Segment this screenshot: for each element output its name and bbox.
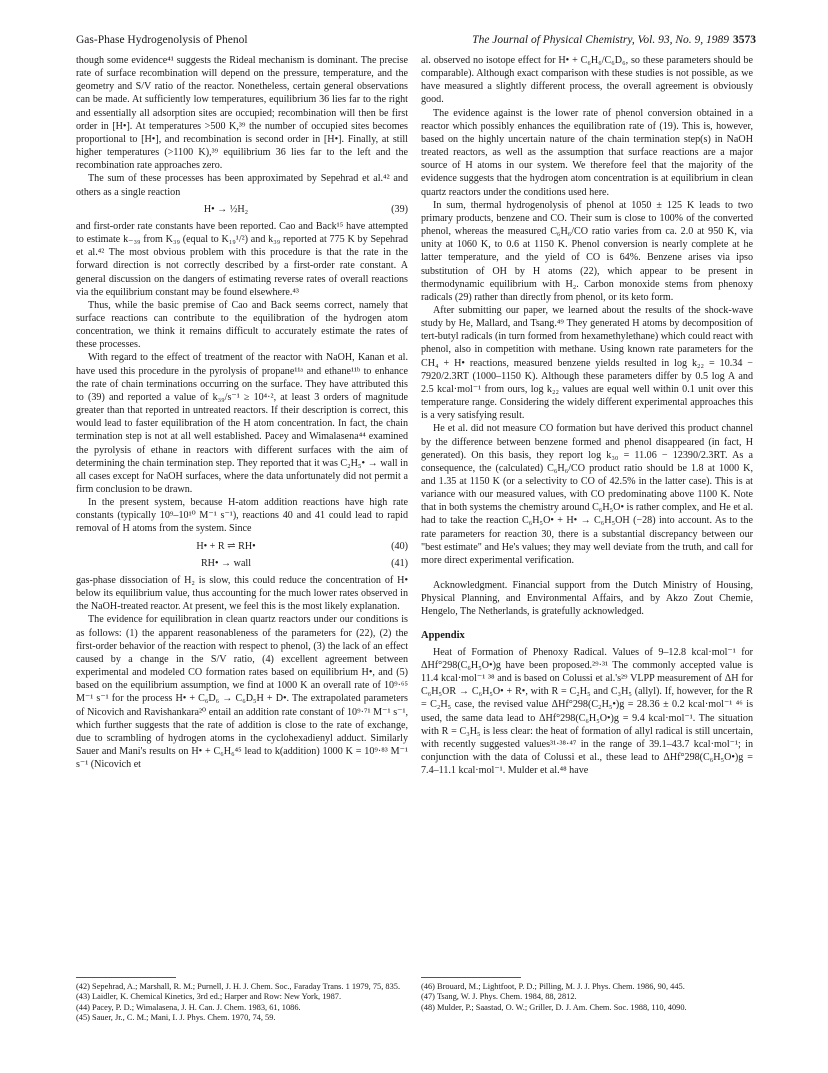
paragraph: After submitting our paper, we learned about the results of the shock-wave study by He, Mallard, and Tsang.⁴⁹ They generated H atoms by decomposition of tert-butyl radicals (in turn formed from hexamethylethane) which could react with phenol, also in competition with methane. Using known rate parameters for the CH₄ + H• reactions, measured benzene yields resulted in log k₂₂ = 10.34 − 7920/2.3RT (1000–1150 K). Although these parameters differ by 0.5 log A and 2.5 kcal·mol⁻¹ from ours, log k₂₂ values are equal well within 0.1 unit over this temperature range. Considering the widely different experimental approaches this is a very satisfying result. bbox=[421, 304, 753, 422]
footnote: (45) Sauer, Jr., C. M.; Mani, I. J. Phys. Chem. 1970, 74, 59. bbox=[76, 1013, 276, 1023]
acknowledgment: Acknowledgment. Financial support from the Dutch Ministry of Housing, Physical Planning, and Environmental Affairs, and by Akzo Zout Chemie, Hengelo, The Netherlands, is gratefully acknowledged. bbox=[421, 580, 753, 618]
equation-39 bbox=[76, 203, 408, 216]
paragraph: though some evidence⁴¹ suggests the Rideal mechanism is dominant. The precise rate of surface recombination will depend on the pressure, temperature, and the geometry and S/V ratio of the reactor. Nonetheless, certain general observations can be made. At sufficiently low temperatures, equilibrium 36 lies far to the right and essentially all adsorption sites are occupied; recombination will then be first order in [H•]. At temperatures >500 K,³⁹ the number of occupied sites becomes proportional to [H•], and recombination is second order in [H•]. Finally, at still higher temperatures (>1100 K),³⁹ equilibrium 36 lies far to the left and the recombination rate approaches zero. bbox=[76, 55, 408, 172]
equation-number: (39) bbox=[391, 203, 408, 215]
paragraph: al. observed no isotope effect for H• + C₆H₆/C₆D₆, so these parameters should be comparable). Although exact comparison with these studies is not possible, as we have measured a slightly different process, the overall agreement is obviously good. bbox=[421, 55, 753, 106]
appendix-heading: Appendix bbox=[421, 629, 465, 641]
equation-body: RH• → wall bbox=[200, 557, 252, 569]
equation-body: H• → ½H₂ bbox=[203, 203, 249, 215]
equation-body: H• + R ⇌ RH• bbox=[196, 540, 256, 552]
paragraph: He et al. did not measure CO formation but have derived this product channel by the difference between benzene formed and phenol disappeared (in fact, H generated). On this basis, they report log k₃₀ = 11.06 − 12390/2.3RT. As a consequence, the (calculated) C₆H₆/CO product ratio should be 1.8 at 1000 K, and 1.35 at 1150 K (or a selectivity to CO of 42.5% in the latter case). This is at variance with our measured values, with CO predominating above 1100 K. Note that in both systems the chemistry around C₆H₅O• is rather complex, and He et al. had to take the reaction C₆H₅O• + H• → C₆H₅OH (−28) into account. As to the rate parameters for reaction 30, there is a substantial discrepancy between our "best estimate" and He's values; they may well deviate from the truth, and call for more direct experimental verification. bbox=[421, 423, 753, 566]
paragraph: With regard to the effect of treatment of the reactor with NaOH, Kanan et al. have used this procedure in the pyrolysis of propane¹¹ᵃ and ethane¹¹ᵇ to enhance the rate of chain terminations occurring on the surface. They have attributed this to (39) and reported a value of k₃₉/s⁻¹ ≥ 10⁴·², at least 3 orders of magnitude greater than that reported in untreated reactors. If their description is correct, this would lead to faster equilibration of the H atom concentration. In fact, the chain termination step is not at all well established. Pacey and Wimalasena⁴⁴ examined the pyrolysis of ethane in reactors with different surfaces with the aim of determining the chain termination step. They reported that it was C₂H₅• → wall in all cases except for NaOH surfaces, where the data unfortunately did not permit a firm conclusion to be drawn. bbox=[76, 352, 408, 495]
equation-number: (40) bbox=[391, 540, 408, 552]
equation-number: (41) bbox=[391, 557, 408, 569]
running-title: Gas-Phase Hydrogenolysis of Phenol bbox=[76, 34, 248, 46]
footnote: (44) Pacey, P. D.; Wimalasena, J. H. Can. J. Chem. 1983, 61, 1086. bbox=[76, 1002, 301, 1012]
footnote: (47) Tsang, W. J. Phys. Chem. 1984, 88, 2812. bbox=[421, 992, 577, 1002]
footnotes-right bbox=[421, 982, 753, 1013]
footnote: (43) Laidler, K. Chemical Kinetics, 3rd ed.; Harper and Row: New York, 1987. bbox=[76, 992, 342, 1002]
footnote-rule bbox=[421, 977, 521, 978]
footnote: (42) Sepehrad, A.; Marshall, R. M.; Purnell, J. H. J. Chem. Soc., Faraday Trans. 1 1979, 75, 835. bbox=[76, 982, 401, 991]
footnote: (48) Mulder, P.; Saastad, O. W.; Griller, D. J. Am. Chem. Soc. 1988, 110, 4090. bbox=[421, 1002, 687, 1012]
paragraph: Thus, while the basic premise of Cao and Back seems correct, namely that surface reactions can contribute to the equilibration of the hydrogen atom concentration, we think it remains difficult to accurately estimate the rates of these processes. bbox=[76, 299, 408, 351]
paragraph: The evidence for equilibration in clean quartz reactors under our conditions is as follows: (1) the apparent reasonableness of the parameters for (22), (2) the first-order behavior of the reaction with respect to phenol, (3) the lack of an effect caused by a change in the S/V ratio, (4) excellent agreement between experimental and modeled CO formation rates based on equilibrium H•, and (5) based on the equilibrium assumption, we find at 1000 K an overall rate of 10⁹·⁶⁵ M⁻¹ s⁻¹ for the process H• + C₆D₆ → C₆D₅H + D•. The extrapolated parameters of Nicovich and Ravishankara²⁰ entail an addition rate constant of 10⁹·⁷¹ M⁻¹ s⁻¹, which further suggests that the rate of addition is close to the rate of exchange, due to scrambling of hydrogen atoms in the cyclohexadienyl adduct. Similarly Sauer and Mani's results on H• + C₆H₆⁴⁵ lead to k(addition) 1000 K = 10⁹·⁸³ M⁻¹ s⁻¹ (Nicovich et bbox=[76, 614, 408, 771]
journal-citation bbox=[472, 34, 756, 46]
page-number: 3573 bbox=[733, 34, 756, 46]
footnote: (46) Brouard, M.; Lightfoot, P. D.; Pilling, M. J. J. Phys. Chem. 1986, 90, 445. bbox=[421, 982, 685, 991]
paragraph: In sum, thermal hydrogenolysis of phenol at 1050 ± 125 K leads to two primary products, benzene and CO. Their sum is close to 100% of the converted phenol, whereas the measured C₆H₆/CO ratio varies from ca. 2.0 at 950 K, via unity at 1060 K, to 0.6 at 1150 K. Phenol conversion is nearly complete at he latter temperature, and the yield of CO is 64%. Benzene arises via ipso substitution of OH by H atoms (22), which appear to be present in thermodynamic equilibrium with H₂. Carbon monoxide stems from phenoxy radicals (29) rather than directly from phenol, or its keto form. bbox=[421, 199, 753, 303]
spacer bbox=[421, 567, 753, 579]
journal-name: The Journal of Physical Chemistry, Vol. 93, No. 9, 1989 bbox=[472, 34, 729, 46]
paragraph: The evidence against is the lower rate of phenol conversion obtained in a reactor which possibly enhances the equilibration rate of (19). This is, however, based on the highly uncertain nature of the chain termination step(s) in NaOH treated reactors, as well as the assumption that surface reactions are a major source of H atoms in our system. We therefore feel that the majority of the evidence suggests that the hydrogen atom concentration is at equilibrium in clean quartz reactors under the conditions used here. bbox=[421, 107, 753, 198]
paragraph: gas-phase dissociation of H₂ is slow, this could reduce the concentration of H• below its equilibrium value, thus accounting for the much lower rates observed in the NaOH-treated reactor. At present, we feel this is the most likely explanation. bbox=[76, 574, 408, 613]
footnotes-left bbox=[76, 982, 408, 1024]
left-column bbox=[76, 54, 408, 771]
paragraph: and first-order rate constants have been reported. Cao and Back¹⁵ have attempted to estimate k₋₃₉ from K₃₉ (equal to K₁₉¹/²) and k₃₉ reported at 775 K by Sepehrad et al.⁴² The most obvious problem with this procedure is that the rate in the forward direction is not correctly described by a first-order rate constant. A general discussion on the dangers of estimating reverse rates of overall reactions via the equilibrium constant may be found elsewhere.⁴³ bbox=[76, 220, 408, 298]
paragraph: The sum of these processes has been approximated by Sepehrad et al.⁴² and others as a single reaction bbox=[76, 173, 408, 198]
paragraph: Heat of Formation of Phenoxy Radical. Values of 9–12.8 kcal·mol⁻¹ for ΔHf°298(C₆H₅O•)g have been proposed.²⁹·³¹ The commonly accepted value is 11.4 kcal·mol⁻¹ ³⁸ and is based on Colussi et al.'s²⁹ VLPP measurement of ΔH for C₆H₅OR → C₆H₅O• + R•, with R = C₂H₅ and C₃H₅ (allyl). If, however, for the R = C₂H₅ case, the revised value ΔHf°298(C₂H₅•)g = 28.36 ± 0.2 kcal·mol⁻¹ ⁴⁶ is used, the same data lead to ΔHf°298(C₆H₅O•)g = 9.4 kcal·mol⁻¹. The situation with R = C₃H₅ is less clear: the heat of formation of allyl radical is still uncertain, with recently suggested values³¹·³⁸·⁴⁷ in the range of 39.1–43.7 kcal·mol⁻¹; in conjunction with the data of Colussi et al., these lead to ΔHf°298(C₆H₅O•)g = 7.4–11.1 kcal·mol⁻¹. Mulder et al.⁴⁸ have bbox=[421, 646, 753, 777]
equation-41 bbox=[76, 557, 408, 570]
paragraph: In the present system, because H-atom addition reactions have high rate constants (typically 10⁹–10¹⁰ M⁻¹ s⁻¹), reactions 40 and 41 could lead to rapid removal of H atoms from the system. Since bbox=[76, 497, 408, 535]
right-column bbox=[421, 54, 753, 777]
equation-40 bbox=[76, 540, 408, 553]
footnote-rule bbox=[76, 977, 176, 978]
